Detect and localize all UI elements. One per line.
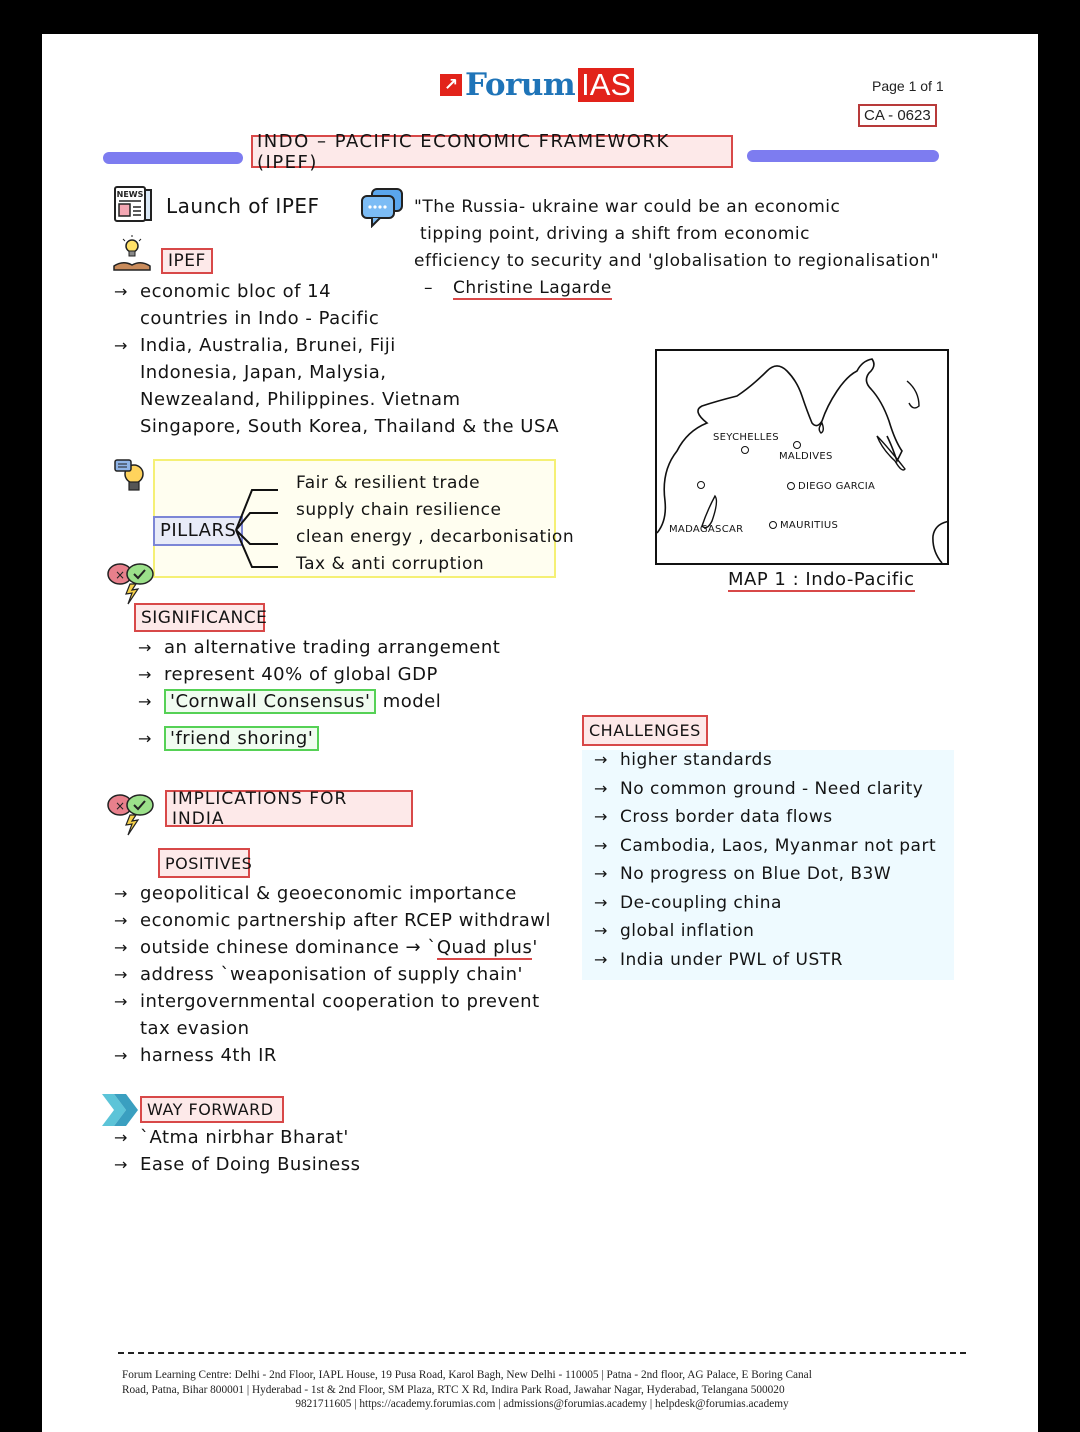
footer-address-line1: Forum Learning Centre: Delhi - 2nd Floor, IAPL House, 19 Pusa Road, Karol Bagh, New Delhi - 110005 | Patna - 2nd floor, AG Palace, E Boring Canal <box>122 1369 812 1381</box>
chat-bubbles-icon <box>360 188 406 228</box>
list-item-cont: Indonesia, Japan, Malysia, <box>140 362 387 383</box>
page-title: INDO – PACIFIC ECONOMIC FRAMEWORK (IPEF) <box>251 135 733 168</box>
list-item-cont: Singapore, South Korea, Thailand & the USA <box>140 416 560 437</box>
pillars-label: PILLARS <box>153 516 243 546</box>
challenges-heading: CHALLENGES <box>582 715 708 746</box>
way-forward-list <box>114 1124 360 1178</box>
pillar-item: clean energy , decarbonisation <box>296 527 575 547</box>
pillar-item: Fair & resilient trade <box>296 473 481 493</box>
footer-website-link[interactable]: https://academy.forumias.com <box>359 1398 496 1410</box>
footer-contacts: 9821711605 | https://academy.forumias.com | admissions@forumias.academy | helpdesk@forumias.academy <box>295 1398 789 1410</box>
quote-line: tipping point, driving a shift from economic <box>420 224 810 244</box>
list-item-cont: countries in Indo - Pacific <box>140 308 380 329</box>
significance-points <box>138 634 500 752</box>
implications-heading: IMPLICATIONS FOR INDIA <box>165 790 413 827</box>
logo-ias-text: IAS <box>578 68 634 102</box>
debate-bubbles-icon <box>106 792 156 836</box>
debate-bubbles-icon <box>106 561 156 605</box>
list-item: → harness 4th IR <box>114 1045 277 1066</box>
list-item: → outside chinese dominance → `Quad plus' <box>114 937 538 958</box>
pillar-item: supply chain resilience <box>296 500 502 520</box>
map-label-madagascar: MADAGASCAR <box>669 524 744 535</box>
footer-phone: 9821711605 <box>295 1398 352 1410</box>
list-item-cont: Newzealand, Philippines. Vietnam <box>140 389 461 410</box>
svg-text:×: × <box>114 799 126 813</box>
map-caption: MAP 1 : Indo-Pacific <box>728 569 915 590</box>
svg-text:NEWS: NEWS <box>116 190 144 199</box>
list-item: → India under PWL of USTR <box>594 949 843 970</box>
list-item: → 'Cornwall Consensus' model <box>138 691 442 712</box>
list-item: → India, Australia, Brunei, Fiji <box>114 335 396 356</box>
document-code: CA - 0623 <box>858 104 937 127</box>
footer-admissions-email[interactable]: admissions@forumias.academy <box>503 1398 648 1410</box>
list-item: → economic bloc of 14 <box>114 281 332 302</box>
footer-helpdesk-email[interactable]: helpdesk@forumias.academy <box>654 1398 789 1410</box>
footer-divider <box>118 1352 966 1354</box>
map-label-mauritius: MAURITIUS <box>780 520 839 531</box>
map-label-seychelles: SEYCHELLES <box>713 432 779 443</box>
footer <box>122 1368 962 1412</box>
quote-attribution: – Christine Lagarde <box>424 278 612 298</box>
quote-line: efficiency to security and 'globalisation to regionalisation" <box>414 251 940 271</box>
significance-heading: SIGNIFICANCE <box>134 603 265 632</box>
news-label: Launch of IPEF <box>166 194 320 218</box>
pillars-branch-lines <box>234 480 284 575</box>
list-item: → No progress on Blue Dot, B3W <box>594 864 892 884</box>
way-forward-heading: WAY FORWARD <box>140 1096 284 1123</box>
diego-garcia-marker <box>787 482 795 490</box>
list-item: → higher standards <box>594 750 773 770</box>
quad-plus-underlined: Quad plus <box>436 937 533 958</box>
highlight-friend-shoring: 'friend shoring' <box>164 726 319 751</box>
quote-author: Christine Lagarde <box>453 278 612 298</box>
ipef-heading: IPEF <box>161 248 213 274</box>
document-page <box>42 34 1038 1432</box>
list-item: → global inflation <box>594 921 755 941</box>
lightbulb-chat-icon <box>114 459 148 493</box>
list-item: → address `weaponisation of supply chain' <box>114 964 523 985</box>
title-accent-pill-right <box>747 150 939 162</box>
footer-address-line2: Road, Patna, Bihar 800001 | Hyderabad - 1st & 2nd Floor, SM Plaza, RTC X Rd, Indira Park Road, Jawahar Nagar, Hyderabad, Telangana 500020 <box>122 1383 785 1396</box>
indo-pacific-map <box>655 349 949 565</box>
positives-list <box>114 880 551 1069</box>
list-item: → Cambodia, Laos, Myanmar not part <box>594 835 937 856</box>
page-indicator: Page 1 of 1 <box>872 78 944 94</box>
pillar-item: Tax & anti corruption <box>296 554 485 574</box>
maldives-marker <box>793 441 801 449</box>
list-item: → 'friend shoring' <box>138 725 500 752</box>
list-item-cont: tax evasion <box>140 1018 250 1039</box>
mauritius-marker <box>769 521 777 529</box>
list-item: → No common ground - Need clarity <box>594 778 924 799</box>
positives-subheading: POSITIVES <box>158 848 250 878</box>
highlight-cornwall-consensus: 'Cornwall Consensus' <box>164 689 376 714</box>
news-icon <box>113 185 153 223</box>
madagascar-north-marker <box>697 481 705 489</box>
challenges-list <box>594 746 936 974</box>
list-item: → represent 40% of global GDP <box>138 664 438 685</box>
logo-arrow-icon: ↗ <box>440 74 462 96</box>
ipef-points <box>114 278 559 440</box>
list-item: → De-coupling china <box>594 892 782 913</box>
idea-book-icon <box>112 234 152 274</box>
forumias-logo <box>440 68 634 102</box>
list-item: → Ease of Doing Business <box>114 1154 361 1175</box>
title-accent-pill-left <box>103 152 243 164</box>
list-item: → Cross border data flows <box>594 807 833 827</box>
map-label-maldives: MALDIVES <box>779 451 833 462</box>
map-label-diego-garcia: DIEGO GARCIA <box>798 481 876 492</box>
seychelles-marker <box>741 446 749 454</box>
list-item: → an alternative trading arrangement <box>138 637 501 658</box>
quote-line: "The Russia- ukraine war could be an economic <box>414 197 841 217</box>
svg-text:×: × <box>114 568 126 582</box>
double-chevron-icon <box>100 1092 140 1128</box>
list-item: → geopolitical & geoeconomic importance <box>114 883 517 904</box>
list-item: → economic partnership after RCEP withdrawl <box>114 910 551 931</box>
list-item: → intergovernmental cooperation to prevent <box>114 991 540 1012</box>
pillars-list <box>296 470 574 578</box>
logo-forum-text: Forum <box>465 67 576 103</box>
list-item: → `Atma nirbhar Bharat' <box>114 1127 349 1148</box>
